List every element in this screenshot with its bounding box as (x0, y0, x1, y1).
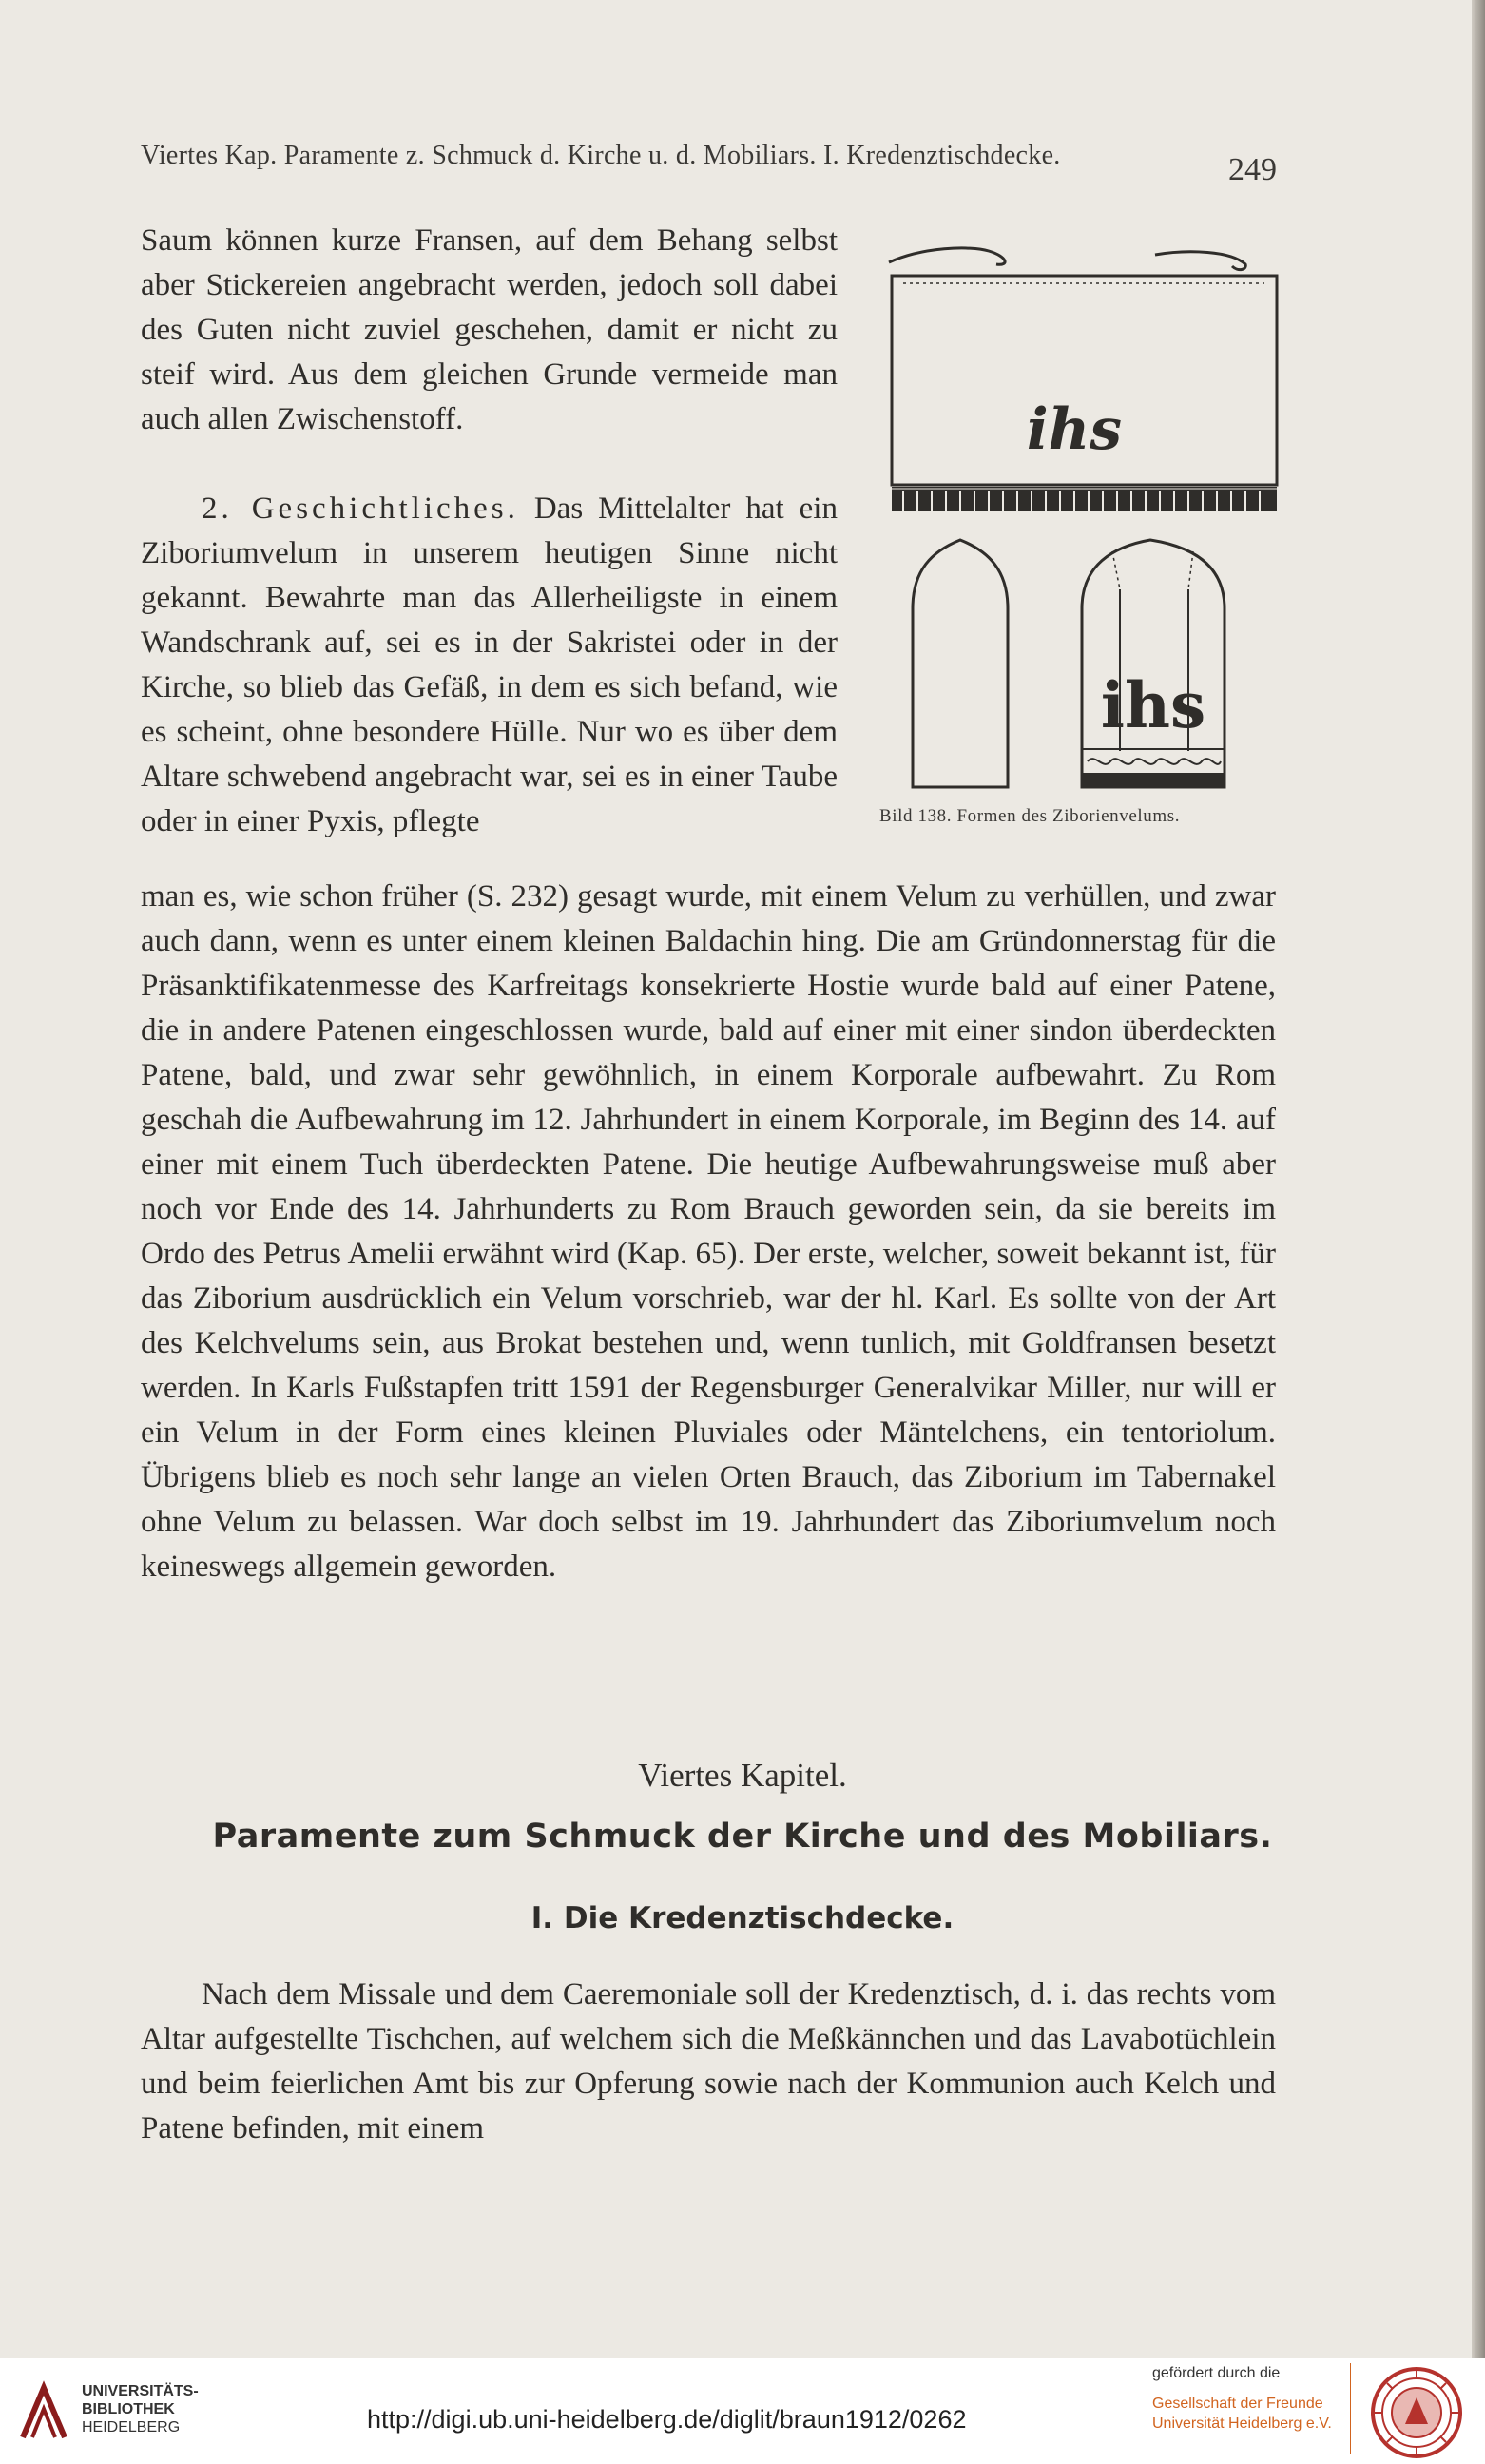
running-head: Viertes Kap. Paramente z. Schmuck d. Kirche u. d. Mobiliars. I. Kredenztischdecke. (141, 141, 1061, 170)
paragraph-geschichtliches (141, 487, 838, 844)
library-name-line2: BIBLIOTHEK (82, 2401, 175, 2417)
sponsor-name (1152, 2394, 1342, 2434)
viewer-footer (0, 2358, 1485, 2464)
sponsor-label: gefördert durch die (1152, 2365, 1281, 2381)
paragraph-kredenztisch: Nach dem Missale und dem Caeremoniale soll der Kredenztisch, d. i. das rechts vom Altar aufgestellte Tischchen, auf welchem sich die Meßkännchen und das Lavabotüchlein und beim feierlichen Amt bis zur Opferung sowie nach der Kommunion auch Kelch und Patene befinden, mit einem (141, 1977, 1276, 2146)
sponsor-name-line1: Gesellschaft der Freunde (1152, 2396, 1323, 2412)
velum-hood-plain-drawing (913, 540, 1008, 787)
page-edge-shadow (1472, 0, 1485, 2358)
paragraph-geschichtliches-body: Das Mittelalter hat ein Ziboriumvelum in unserem heutigen Sinne nicht gekannt. Bewahrte man das Allerheiligste in einem Wandschrank auf, sei es in der Sakristei oder in der Kirche, so blieb das Gefäß, in dem es sich befand, wie es scheint, ohne besondere Hülle. Nur wo es über dem Altare schwebend angebracht war, sei es in einer Taube oder in einer Pyxis, pflegte (141, 491, 838, 838)
velum-hood-decorated-drawing (1082, 540, 1225, 787)
library-name-line3: HEIDELBERG (82, 2419, 181, 2435)
paragraph-geschichtliches-continued: man es, wie schon früher (S. 232) gesagt wurde, mit einem Velum zu verhüllen, und zwar auch dann, wenn es unter einem kleinen Baldachin hing. Die am Gründonnerstag für die Präsanktifikatenmesse des Karfreitags konsekrierte Hostie wurde bald auf einer Patene, die in andere Patenen eingeschlossen wurde, bald auf einer mit einer sindon überdeckten Patene, bald, und zwar sehr gewöhnlich, in einem Korporale aufbewahrt. Zu Rom geschah die Aufbewahrung im 12. Jahrhundert in einem Korporale, im Beginn des 14. auf einer mit einem Tuch überdeckten Patene. Die heutige Aufbewahrungsweise muß aber noch vor Ende des 14. Jahrhunderts zu Rom Brauch geworden sein, da sie bereits im Ordo des Petrus Amelii erwähnt wird (Kap. 65). Der erste, welcher, soweit bekannt ist, für das Ziborium ausdrücklich ein Velum vorschrieb, war der hl. Karl. Es sollte von der Art des Kelchvelums sein, aus Brokat bestehen und, wenn tunlich, mit Goldfransen besetzt werden. In Karls Fußstapfen tritt 1591 der Regensburger Generalvikar Miller, nur will er ein Velum in der Form eines kleinen Pluviales oder Mäntelchens, ein tentoriolum. Übrigens blieb es noch sehr lange an vielen Orten Brauch, das Ziborium im Tabernakel ohne Velum zu belassen. War doch selbst im 19. Jahrhundert das Ziboriumvelum noch keineswegs allgemein geworden. (141, 879, 1276, 1584)
chapter-title: Paramente zum Schmuck der Kirche und des Mobiliars. (212, 1818, 1273, 1856)
section-title: I. Die Kredenztischdecke. (530, 1901, 955, 1935)
page-number: 249 (1228, 152, 1277, 187)
footer-divider (1350, 2363, 1351, 2454)
monogram-cloth: ihs (1026, 396, 1123, 463)
section-heading-geschichtliches: 2. Geschichtliches. (202, 491, 519, 526)
university-library-logo-icon (15, 2380, 72, 2441)
paragraph-saum: Saum können kurze Fransen, auf dem Behang selbst aber Stickereien angebracht werden, jedoch soll dabei des Guten nicht zuviel geschehen, damit er nicht zu steif wird. Aus dem gleichen Grunde vermeide man auch allen Zwischenstoff. (141, 223, 838, 436)
velum-cloth-drawing (889, 248, 1277, 511)
university-seal-icon (1369, 2365, 1464, 2460)
university-library-name (82, 2382, 224, 2436)
permalink-url[interactable]: http://digi.ub.uni-heidelberg.de/diglit/braun1912/0262 (367, 2405, 967, 2434)
chapter-label: Viertes Kapitel. (638, 1757, 847, 1794)
library-name-line1: UNIVERSITÄTS- (82, 2383, 199, 2399)
figure-caption: Bild 138. Formen des Ziborienvelums. (879, 806, 1181, 826)
sponsor-name-line2: Universität Heidelberg e.V. (1152, 2416, 1332, 2432)
monogram-hood: ihs (1100, 668, 1206, 742)
figure-velum-illustration (865, 238, 1283, 799)
